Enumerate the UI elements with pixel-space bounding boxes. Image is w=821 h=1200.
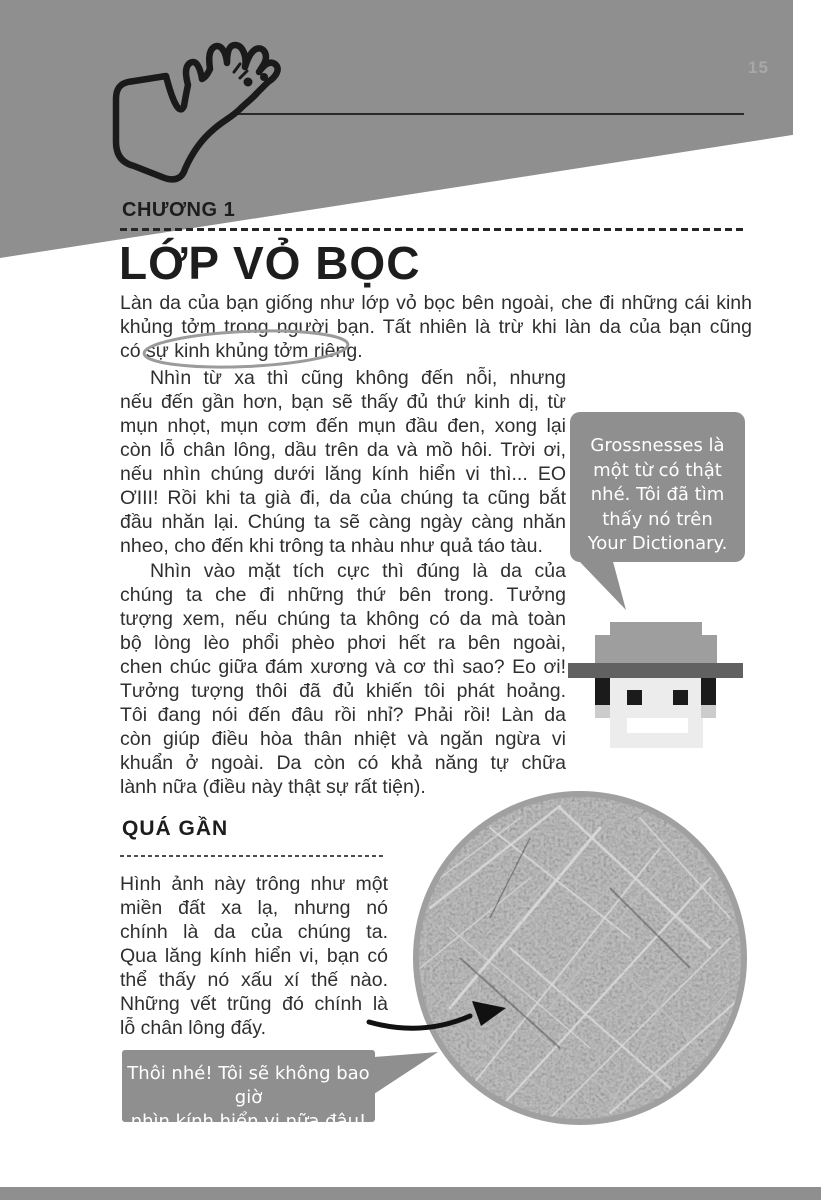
text-line: Tưởng tượng thôi đã đủ khiến tôi phát hoảng.	[120, 680, 566, 702]
text-line: nếu đến gần hơn, bạn sẽ thấy đủ thứ kinh dị, từ	[120, 391, 566, 413]
curved-arrow-icon	[362, 995, 517, 1040]
footer-bar	[0, 1187, 821, 1200]
hat-mid-pixel	[595, 635, 717, 663]
text-line: có sự kinh khủng tởm riêng.	[120, 340, 363, 362]
hat-brim-pixel	[568, 663, 743, 678]
text-line: mụn nhọt, mụn cơm đến mụn đầu đen, xong lại	[120, 415, 566, 437]
text-line: còn giúp điều hòa thân nhiệt và ngăn ngừa vi	[120, 728, 566, 750]
eye-left-pixel	[627, 690, 642, 705]
page-number: 15	[748, 58, 769, 77]
text-line: lỗ chân lông đấy.	[120, 1017, 266, 1039]
hat-top-pixel	[610, 622, 702, 635]
text-line: khuẩn ở ngoài. Da còn có khả năng tự chữa	[120, 752, 566, 774]
text-line: Nhìn từ xa thì cũng không đến nỗi, nhưng	[150, 367, 566, 389]
text-line: nếu nhìn chúng dưới lăng kính hiển vi thì... EO	[120, 463, 566, 485]
page-title: LỚP VỎ BỌC	[119, 237, 421, 289]
text-line: Tôi đang nói đến đâu rồi nhỉ? Phải rồi! Làn da	[120, 704, 566, 726]
text-line: tượng xem, nếu chúng ta không có da mà toàn	[120, 608, 566, 630]
section-paragraph	[120, 872, 388, 1040]
ear-right-pixel	[701, 705, 716, 718]
text-line: Nhìn vào mặt tích cực thì đúng là da của	[150, 560, 566, 582]
text-line: ƠIII! Rồi khi ta già đi, da của chúng ta cũng bắt	[120, 487, 566, 509]
text-line: chen chúc giữa đám xương và cơ thì sao? Eo ơi!	[120, 656, 566, 678]
ear-left-pixel	[595, 705, 610, 718]
bubble-text-line: Your Dictionary.	[587, 533, 728, 554]
speech-bubble-tail	[578, 560, 626, 610]
dashed-divider-small	[120, 855, 386, 857]
text-line: khủng tởm trong người bạn. Tất nhiên là trừ khi làn da của bạn cũng	[120, 316, 752, 338]
bubble-text-line: thấy nó trên	[602, 508, 713, 530]
face-pixel	[610, 678, 703, 748]
body-paragraph-2	[120, 560, 566, 800]
bubble-text-line: Grossnesses là	[590, 435, 725, 456]
text-line: Những vết trũng đó chính là	[120, 993, 388, 1015]
text-line: lành nữa (điều này thật sự rất tiện).	[120, 776, 426, 798]
hair-right-pixel	[701, 678, 716, 705]
dashed-divider	[120, 228, 747, 231]
bubble-text-line: nhìn kính hiển vi nữa đâu!	[130, 1111, 367, 1132]
mouth-pixel	[627, 718, 688, 733]
text-line: Làn da của bạn giống như lớp vỏ bọc bên ngoài, che đi những cái kinh	[120, 292, 752, 314]
skin-microscope-image	[410, 788, 750, 1128]
body-paragraph-1	[120, 366, 566, 558]
text-line: chính là da của chúng ta.	[120, 921, 388, 943]
text-line: còn lỗ chân lông, dầu trên da và mồ hôi. Trời ơi,	[120, 439, 566, 461]
bubble-text-line: một từ có thật	[593, 459, 722, 481]
text-line: Hình ảnh này trông như một	[120, 873, 388, 895]
text-line: Qua lăng kính hiển vi, bạn có	[120, 945, 388, 967]
pixel-face-character	[568, 622, 743, 748]
text-line: nheo, cho đến khi trông ta nhàu như quả táo tàu.	[120, 535, 543, 557]
bubble-text-line: nhé. Tôi đã tìm	[590, 484, 725, 505]
section-heading: QUÁ GẦN	[122, 817, 229, 840]
eye-right-pixel	[673, 690, 688, 705]
bubble-text-line: Thôi nhé! Tôi sẽ không bao giờ	[127, 1063, 370, 1108]
chapter-label: CHƯƠNG 1	[122, 199, 236, 221]
hair-left-pixel	[595, 678, 610, 705]
speech-bubble-dictionary	[570, 412, 745, 562]
speech-bubble-microscope	[122, 1050, 375, 1132]
text-line: miền đất xa lạ, nhưng nó	[120, 897, 388, 919]
text-line: đầu nhăn lại. Chúng ta sẽ càng ngày càng nhăn	[120, 511, 566, 533]
text-line: chúng ta che đi những thứ bên trong. Tưởng	[120, 584, 566, 606]
circled-phrase-ellipse	[140, 327, 356, 371]
text-line: bộ lòng lèo phổi phèo phơi hết ra bên ngoài,	[120, 632, 566, 654]
text-line: thể thấy nó xấu xí thế nào.	[120, 969, 388, 991]
